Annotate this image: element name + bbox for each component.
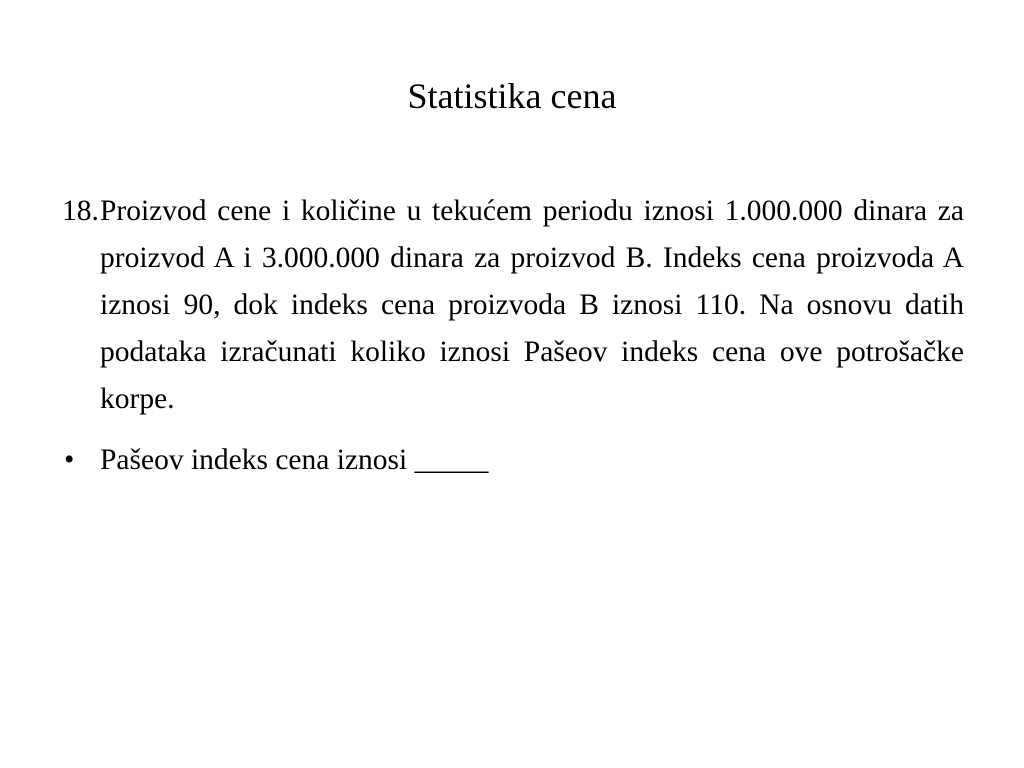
bullet-text: Pašeov indeks cena iznosi _____ (100, 444, 489, 476)
bullet-item (62, 437, 964, 484)
problem-text: Proizvod cene i količine u tekućem periodu iznosi 1.000.000 dinara za proizvod A i 3.000.000 dinara za proizvod B. Indeks cena proizvoda A iznosi 90, dok indeks cena proizvoda B iznosi 110. Na osnovu datih podataka izračunati koliko iznosi Pašeov indeks cena ove potrošačke korpe. (100, 195, 964, 415)
slide-content (62, 188, 964, 484)
problem-number: 18. (62, 195, 99, 227)
slide-title: Statistika cena (407, 76, 617, 116)
problem-statement (62, 188, 964, 423)
bullet-marker: • (64, 444, 75, 476)
